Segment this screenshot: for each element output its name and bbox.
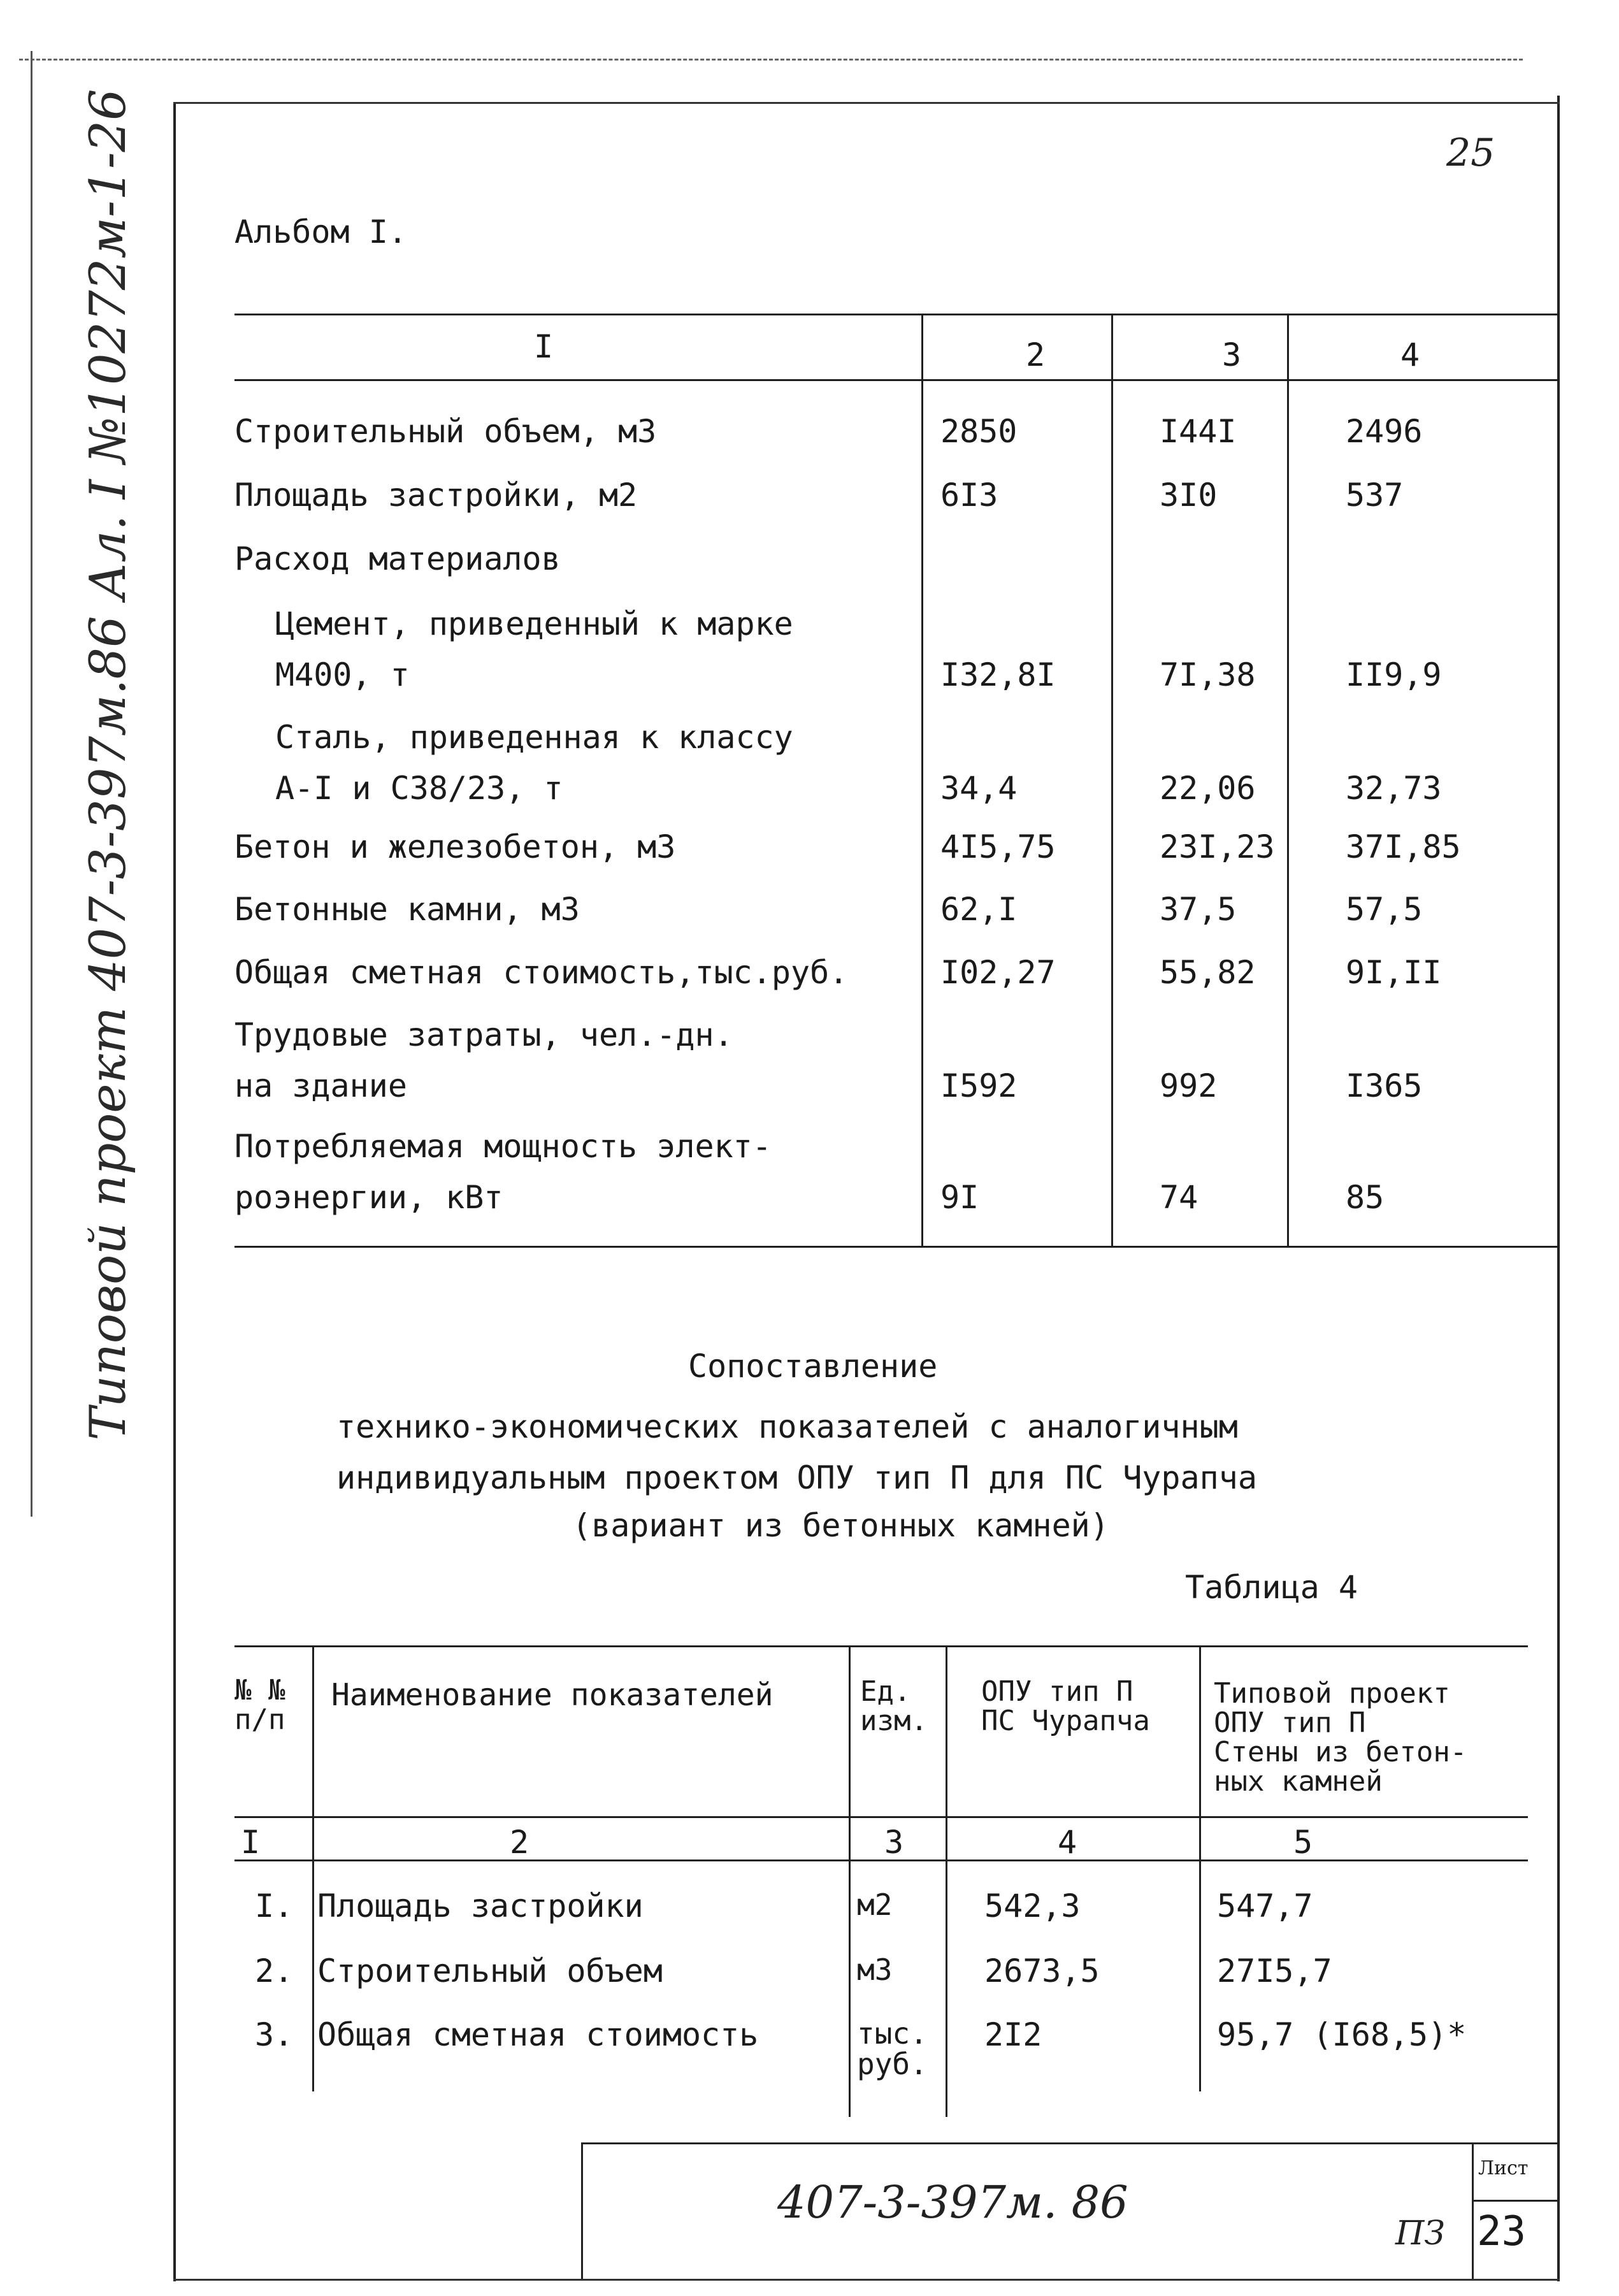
table1-cell: I32,8I (940, 656, 1056, 693)
table1-cell: 62,I (940, 891, 1018, 928)
table1-cell: 37I,85 (1346, 828, 1461, 865)
table2-row-value-opu: 2673,5 (984, 1953, 1100, 1989)
table1-row-label: Расход материалов (234, 540, 561, 577)
table1-row-label: Сталь, приведенная к классу (275, 719, 793, 756)
t2-header-col5: Типовой проект ОПУ тип П Стены из бетон- ных камней (1214, 1677, 1467, 1798)
table2-row-value-typical: 95,7 (I68,5)* (1217, 2016, 1467, 2053)
comparison-title: Сопоставление (688, 1348, 938, 1385)
table2-row-unit: м2 (857, 1888, 893, 1922)
table1-cell: 34,4 (940, 770, 1018, 807)
table1-cell: 22,06 (1160, 770, 1256, 807)
table2-row-value-opu: 2I2 (984, 2016, 1042, 2053)
table2-colnum-rule (234, 1859, 1528, 1861)
table2-row-value-typical: 547,7 (1217, 1888, 1313, 1924)
frame-top (173, 102, 1560, 104)
comparison-subtitle-line: технико-экономических показателей с аналогичным (336, 1408, 1238, 1445)
table2-row-number: 2. (255, 1953, 294, 1989)
table1-col-sep (1111, 314, 1113, 1246)
t2-colnum: I (241, 1824, 261, 1861)
table1-cell: 23I,23 (1160, 828, 1275, 865)
table1-cell: 2496 (1346, 413, 1423, 450)
table1-cell: I365 (1346, 1067, 1423, 1104)
table1-cell: 2850 (940, 413, 1018, 450)
table1-cell: 9I (940, 1179, 979, 1216)
table1-header-cell: 3 (1222, 336, 1242, 373)
table-number-label: Таблица 4 (1185, 1569, 1358, 1606)
t2-colnum: 4 (1058, 1824, 1077, 1861)
stamp-top-line (581, 2142, 1560, 2144)
stamp-project-code: 407-3-397м. 86 (777, 2176, 1128, 2228)
table2-row-number: 3. (255, 2016, 294, 2053)
table1-col-sep (1287, 314, 1289, 1246)
table2-col-sep (312, 1645, 314, 2091)
table1-cell: 32,73 (1346, 770, 1442, 807)
table1-row-label: Цемент, приведенный к марке (275, 605, 793, 642)
frame-bottom (173, 2279, 1560, 2281)
table1-row-label: М400, т (275, 656, 410, 693)
table1-row-label: А-I и С38/23, т (275, 770, 563, 807)
t2-colnum: 5 (1293, 1824, 1313, 1861)
table2-header-rule (234, 1816, 1528, 1818)
table2-row-unit: м3 (857, 1953, 893, 1987)
table1-col-sep (921, 314, 923, 1246)
page-number: 25 (1446, 131, 1495, 175)
margin-left-line (31, 51, 32, 1517)
frame-right (1557, 96, 1560, 2281)
table1-cell: 74 (1160, 1179, 1198, 1216)
t2-header-num: № № п/п (234, 1674, 285, 1736)
table2-col-sep (946, 1645, 947, 2117)
table2-col-sep (849, 1645, 851, 2117)
stamp-section: ПЗ (1395, 2214, 1445, 2253)
table1-row-label: Потребляемая мощность элект- (234, 1128, 772, 1165)
sheet-box-line (1472, 2144, 1474, 2279)
table1-row-label: Трудовые затраты, чел.-дн. (234, 1016, 733, 1053)
table2-row-name: Общая сметная стоимость (317, 2016, 759, 2053)
sheet-box-line (1472, 2200, 1557, 2202)
table2-row-name: Площадь застройки (317, 1888, 644, 1924)
frame-left (173, 102, 176, 2281)
table1-header-cell: I (534, 328, 554, 365)
table2-row-name: Строительный объем (317, 1953, 663, 1989)
table1-header-rule (234, 379, 1560, 381)
table1-row-label: Строительный объем, м3 (234, 413, 657, 450)
table1-cell: 7I,38 (1160, 656, 1256, 693)
comparison-subtitle-line: индивидуальным проектом ОПУ тип П для ПС Чурапча (336, 1459, 1257, 1496)
t2-colnum: 3 (884, 1824, 904, 1861)
table1-cell: II9,9 (1346, 656, 1442, 693)
stamp-left-line (581, 2142, 583, 2279)
table1-cell: 992 (1160, 1067, 1218, 1104)
table1-cell: 3I0 (1160, 477, 1218, 514)
table1-cell: 537 (1346, 477, 1404, 514)
table1-cell: 37,5 (1160, 891, 1237, 928)
margin-note: Типовой проект 407-3-397м.86 Ал. I №10272м-1-26 (80, 89, 137, 1441)
table2-row-value-typical: 27I5,7 (1217, 1953, 1332, 1989)
table2-row-unit: тыс. (857, 2016, 928, 2051)
table1-cell: I02,27 (940, 954, 1056, 991)
table1-cell: 55,82 (1160, 954, 1256, 991)
table2-row-value-opu: 542,3 (984, 1888, 1081, 1924)
table1-header-cell: 4 (1400, 336, 1420, 373)
table1-cell: 57,5 (1346, 891, 1423, 928)
table1-cell: 9I,II (1346, 954, 1442, 991)
table1-cell: I592 (940, 1067, 1018, 1104)
table1-row-label: Общая сметная стоимость,тыс.руб. (234, 954, 849, 991)
table1-top-rule (234, 314, 1560, 315)
t2-header-col4: ОПУ тип П ПС Чурапча (981, 1675, 1150, 1737)
table1-row-label: Бетонные камни, м3 (234, 891, 580, 928)
scan-top-dashes (19, 59, 1523, 61)
stamp-sheet-number: 23 (1477, 2208, 1527, 2255)
table2-row-number: I. (255, 1888, 294, 1924)
table1-row-label: на здание (234, 1067, 407, 1104)
stamp-sheet-label: Лист (1478, 2157, 1529, 2179)
table2-col-sep (1199, 1645, 1201, 2091)
table1-cell: 4I5,75 (940, 828, 1056, 865)
table1-cell: 85 (1346, 1179, 1385, 1216)
table1-header-cell: 2 (1026, 336, 1046, 373)
t2-header-unit: Ед. изм. (860, 1675, 928, 1737)
table1-bottom-rule (234, 1246, 1560, 1248)
table2-top-rule (234, 1645, 1528, 1647)
t2-header-name: Наименование показателей (331, 1677, 774, 1713)
table2-row-unit: руб. (857, 2047, 928, 2081)
table1-row-label: роэнергии, кВт (234, 1179, 503, 1216)
table1-row-label: Бетон и железобетон, м3 (234, 828, 676, 865)
album-label: Альбом I. (234, 213, 407, 250)
table1-row-label: Площадь застройки, м2 (234, 477, 638, 514)
comparison-subtitle-line: (вариант из бетонных камней) (572, 1507, 1109, 1544)
table1-cell: 6I3 (940, 477, 998, 514)
t2-colnum: 2 (510, 1824, 529, 1861)
table1-cell: I44I (1160, 413, 1237, 450)
